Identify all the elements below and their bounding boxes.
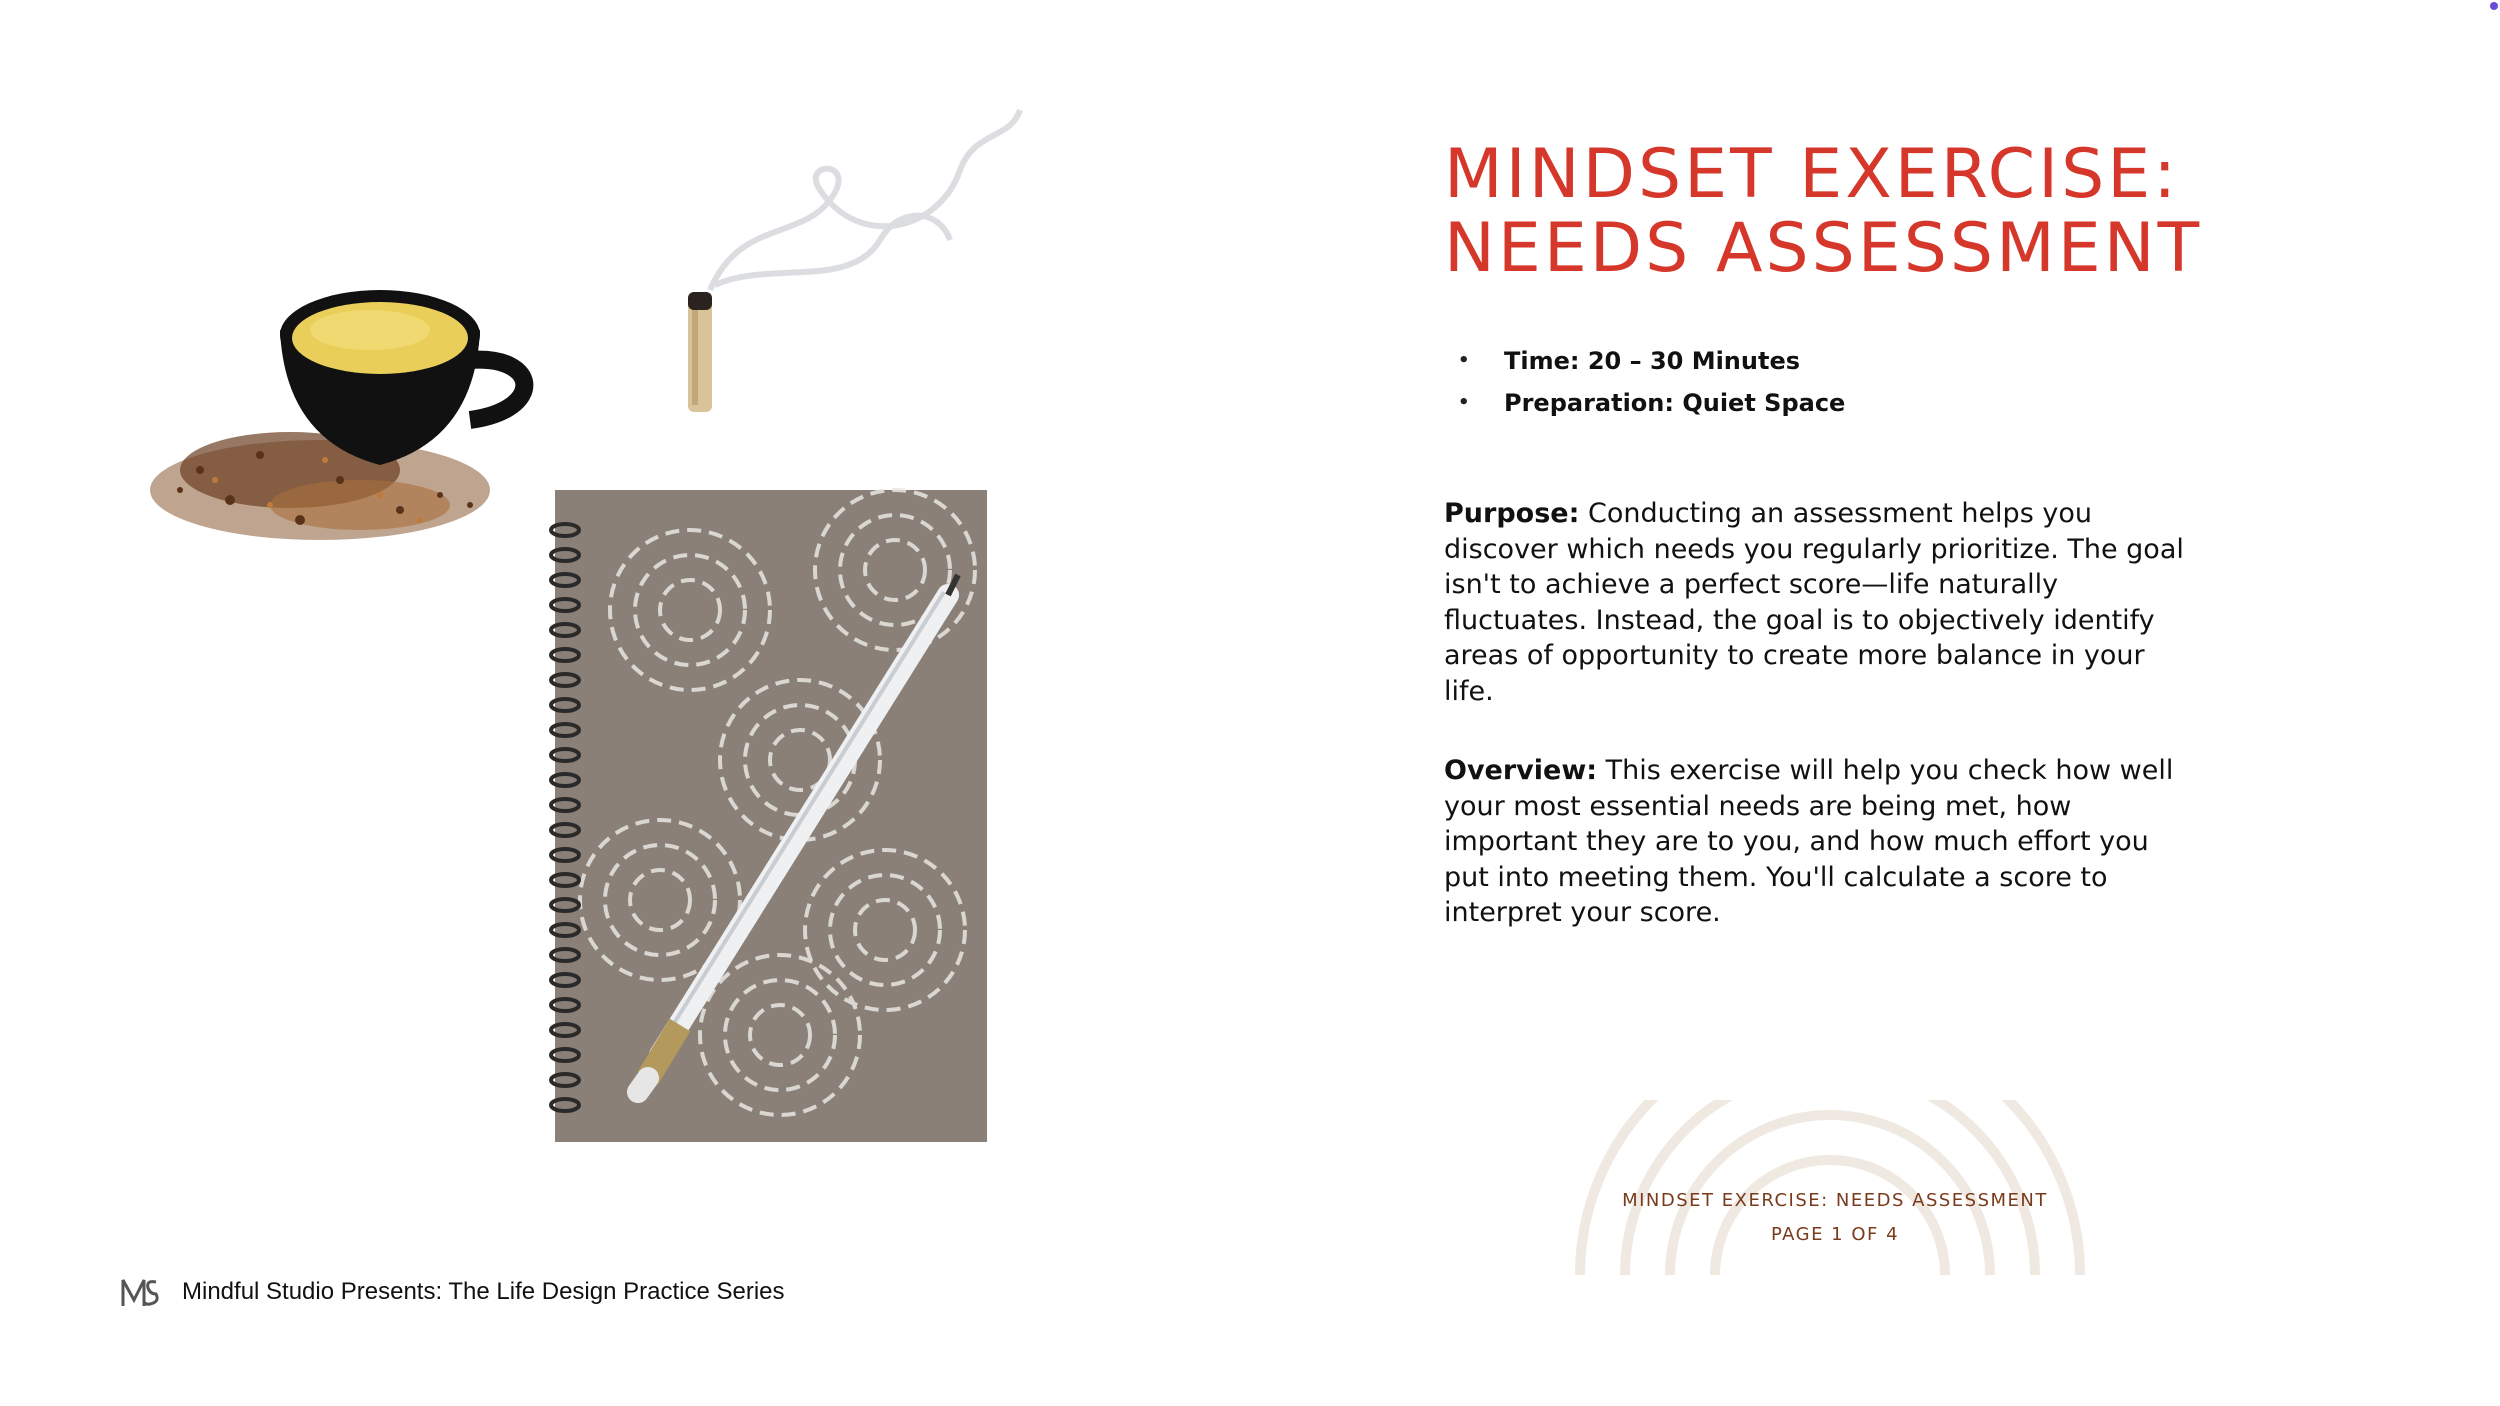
notebook-icon (551, 490, 987, 1142)
overview-text: This exercise will help you check how well your most essential needs are being met, how important they are to you, and how much effort you put into meeting them. You'll calculate a score to interpret your score. (1444, 755, 2174, 928)
meta-preparation: • Preparation: Quiet Space (1452, 382, 2152, 424)
illustration (0, 0, 1300, 1260)
logo-icon (120, 1274, 160, 1310)
series-footer (120, 1274, 785, 1310)
smoke (710, 110, 1020, 290)
title-line-1: MINDSET EXERCISE: (1444, 135, 2180, 214)
overview-paragraph (1444, 753, 2184, 931)
purpose-text: Conducting an assessment helps you discover which needs you regularly prioritize. The goal isn't to achieve a perfect score—life naturally fluctuates. Instead, the goal is to objectively identify areas of opportunity to create more balance in your life. (1444, 498, 2184, 707)
title-line-2: NEEDS ASSESSMENT (1444, 209, 2203, 288)
purpose-label: Purpose: (1444, 498, 1580, 529)
footer-section-title: MINDSET EXERCISE: NEEDS ASSESSMENT (1622, 1190, 2048, 1211)
purpose-paragraph (1444, 496, 2184, 709)
tea-leaves (150, 432, 490, 540)
corner-indicator (2490, 2, 2498, 10)
page-indicator: PAGE 1 OF 4 (1770, 1224, 1900, 1245)
palo-santo-icon (688, 292, 712, 412)
meta-time: • Time: 20 – 30 Minutes (1452, 340, 2152, 382)
decorative-rings (1565, 1100, 2095, 1275)
overview-label: Overview: (1444, 755, 1598, 786)
series-title: Mindful Studio Presents: The Life Design Practice Series (182, 1278, 785, 1305)
page-title (1444, 135, 2344, 288)
exercise-meta-list (1452, 340, 2152, 424)
